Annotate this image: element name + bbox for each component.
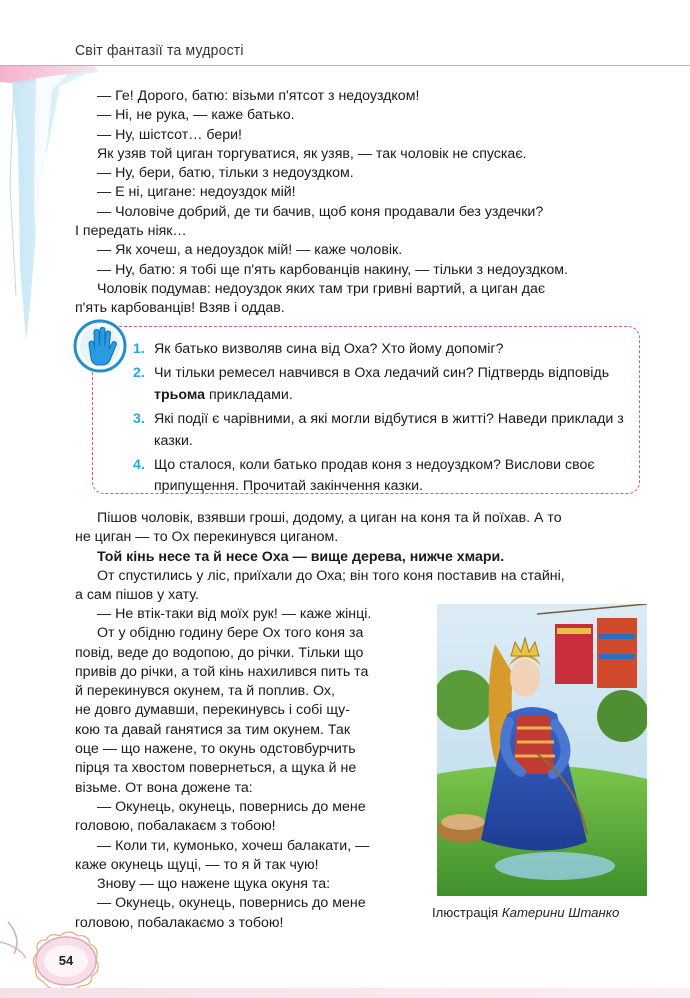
story-mid-line-3: От спустились у ліс, приїхали до Оха; він того коня поставив на стайні, — [97, 567, 565, 584]
page-number: 54 — [58, 953, 74, 968]
story-left — [75, 605, 420, 933]
story-mid-line-4: а сам пішов у хату. — [75, 587, 199, 604]
story-left-line-14: Знову — що нажене щука окуня та: — [97, 876, 331, 893]
story-mid — [75, 509, 647, 605]
story-top-line-0: — Ге! Дорого, батю: візьми п'ятсот з недоуздком! — [97, 88, 420, 104]
story-top-line-5: — Е ні, цигане: недоуздок мій! — [97, 184, 296, 201]
story-left-line-3: привів до річки, а той кінь нахилився пить та — [75, 663, 369, 680]
story-top-line-3: Як узяв той циган торгуватися, як узяв, — так чоловік не спускає. — [97, 145, 527, 162]
question-text: Які події є чарівними, а які могли відбутися в житті? Наведи приклади з казки. — [154, 411, 624, 449]
story-left-line-12: — Коли ти, кумонько, хочеш балакати, — — [97, 837, 370, 854]
story-top-line-1: — Ні, не рука, — каже батько. — [97, 107, 295, 124]
question-item — [133, 409, 633, 452]
story-left-line-11: головою, побалакаєм з тобою! — [75, 818, 276, 835]
question-number: 4. — [133, 457, 145, 474]
story-top-line-9: — Ну, батю: я тобі ще п'ять карбованців накину, — тільки з недоуздком. — [97, 261, 568, 278]
story-left-line-4: й перекинувся окунем, та й поплив. Ох, — [75, 683, 335, 700]
questions-list — [133, 339, 633, 501]
story-top-line-7: І передать ніяк… — [75, 223, 187, 240]
caption-author: Катерини Штанко — [501, 905, 620, 920]
question-number: 1. — [133, 341, 145, 357]
story-top — [75, 87, 647, 319]
illustration-caption — [432, 905, 619, 920]
page-header-title: Світ фантазії та мудрості — [75, 41, 244, 59]
story-left-line-5: не довго думавши, перекинувсь і собі щу- — [75, 702, 350, 719]
question-number: 3. — [133, 411, 145, 428]
story-left-line-15: — Окунець, окунець, повернись до мене — [97, 895, 366, 912]
story-left-line-7: оце — що нажене, то окунь одстовбурчить — [75, 741, 356, 758]
story-left-line-0: — Не втік-таки від моїх рук! — каже жінці. — [97, 606, 372, 622]
story-left-line-16: головою, побалакаємо з тобою! — [75, 914, 284, 931]
hand-icon — [72, 318, 128, 374]
story-left-line-6: кою та давай ганятися за тим окунем. Так — [75, 721, 351, 738]
story-top-line-4: — Ну, бери, батю, тільки з недоуздком. — [97, 165, 354, 182]
story-top-line-8: — Як хочеш, а недоуздок мій! — каже чоловік. — [97, 242, 403, 259]
caption-prefix: Ілюстрація — [432, 905, 502, 920]
question-item — [133, 363, 633, 406]
question-text: Як батько визволяв сина від Оха? Хто йому допоміг? — [154, 341, 504, 357]
story-left-line-8: пірця та хвостом повернеться, а щука й не — [75, 760, 357, 777]
story-left-line-13: каже окунець щуці, — то я й так чую! — [75, 856, 319, 873]
story-mid-line-1: не циган — то Ох перекинувся циганом. — [75, 529, 339, 546]
story-top-line-11: п'ять карбованців! Взяв і оддав. — [75, 300, 285, 317]
question-number: 2. — [133, 365, 145, 382]
story-left-line-1: От у обідню годину бере Ох того коня за — [97, 625, 364, 642]
bottom-decor-band — [0, 988, 690, 998]
story-left-line-9: візьме. От вона дожене та: — [75, 779, 253, 796]
question-text: Чи тільки ремесел навчився в Оха ледачий син? Підтвердь відповідь — [154, 365, 610, 382]
story-top-line-6: — Чоловіче добрий, де ти бачив, щоб коня продавали без уздечки? — [97, 203, 544, 220]
story-mid-line-2: Той кінь несе та й несе Оха — вище дерева, нижче хмари. — [97, 548, 505, 565]
story-left-line-10: — Окунець, окунець, повернись до мене — [97, 798, 366, 815]
question-item — [133, 339, 633, 360]
question-text-bold: трьома — [154, 386, 206, 403]
story-top-line-2: — Ну, шістсот… бери! — [97, 126, 242, 143]
question-item — [133, 455, 633, 498]
question-text-end: прикладами. — [205, 386, 293, 403]
story-illustration — [437, 604, 647, 896]
story-left-line-2: повід, веде до водопою, до річки. Тільки що — [75, 644, 364, 661]
story-top-line-10: Чоловік подумав: недоуздок яких там три гривні вартий, а циган дає — [97, 280, 546, 297]
question-text: Що сталося, коли батько продав коня з недоуздком? Вислови своє припущення. Прочитай закінчення казки. — [154, 457, 595, 495]
story-mid-line-0: Пішов чоловік, взявши гроші, додому, а циган на коня та й поїхав. А то — [97, 510, 562, 526]
